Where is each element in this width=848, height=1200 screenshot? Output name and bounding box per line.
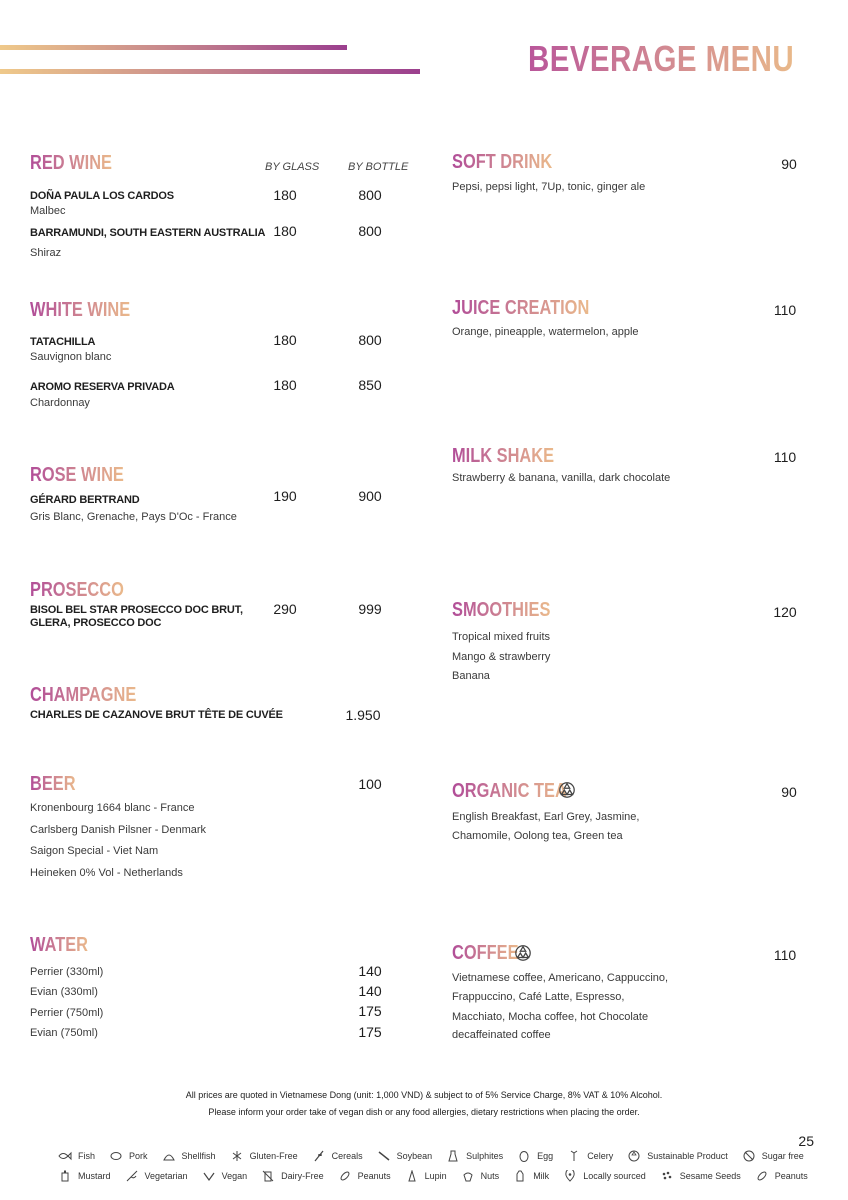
section-title-coffee: COFFEE (452, 942, 519, 964)
price-glass: 190 (273, 488, 297, 504)
price: 110 (773, 947, 797, 963)
section-title-beer: BEER (30, 773, 76, 795)
section-title-juice-creation: JUICE CREATION (452, 297, 590, 319)
price-glass: 180 (273, 377, 297, 393)
column-header-by-bottle: BY BOTTLE (348, 161, 409, 173)
section-title-smoothies: SMOOTHIES (452, 599, 551, 621)
footer-note-prices: All prices are quoted in Vietnamese Dong (unit: 1,000 VND) & subject to of 5% Service Charge, 8% VAT & 10% Alcohol. (185, 1090, 663, 1100)
price: 110 (773, 449, 797, 465)
header-gradient-bar-bottom (0, 69, 420, 74)
item-description: decaffeinated coffee (452, 1029, 551, 1041)
item-description: English Breakfast, Earl Grey, Jasmine, (452, 811, 640, 823)
mustard-icon (58, 1170, 72, 1182)
legend-item: Peanuts (755, 1170, 808, 1182)
section-title-red-wine: RED WINE (30, 152, 112, 174)
legend-item: Soybean (377, 1150, 433, 1162)
list-item: Mango & strawberry (452, 651, 551, 663)
list-item: Banana (452, 670, 490, 682)
list-item: Carlsberg Danish Pilsner - Denmark (30, 824, 207, 836)
list-item: Perrier (750ml) (30, 1007, 104, 1019)
wine-name: DOÑA PAULA LOS CARDOS (30, 190, 174, 202)
sustainable-icon (627, 1150, 641, 1162)
item-description: Frappuccino, Café Latte, Espresso, (452, 991, 625, 1003)
peanuts-icon (338, 1170, 352, 1182)
price-glass: 180 (273, 223, 297, 239)
price: 175 (358, 1003, 382, 1019)
legend-item: Sulphites (446, 1150, 503, 1162)
price: 175 (358, 1024, 382, 1040)
wine-name: AROMO RESERVA PRIVADA (30, 381, 175, 393)
item-description: Chamomile, Oolong tea, Green tea (452, 830, 623, 842)
legend-item: Vegan (202, 1170, 248, 1182)
section-title-soft-drink: SOFT DRINK (452, 151, 553, 173)
wine-variety: Sauvignon blanc (30, 351, 112, 363)
price: 110 (773, 302, 797, 318)
nuts-icon (461, 1170, 475, 1182)
list-item: Heineken 0% Vol - Netherlands (30, 867, 183, 879)
wine-name: BARRAMUNDI, SOUTH EASTERN AUSTRALIA (30, 227, 266, 239)
price-glass: 180 (273, 187, 297, 203)
gluten-free-icon (230, 1150, 244, 1162)
sugar-free-icon (742, 1150, 756, 1162)
legend-item: Pork (109, 1150, 148, 1162)
sulphites-icon (446, 1150, 460, 1162)
locally-sourced-icon (563, 1170, 577, 1182)
cereals-icon (312, 1150, 326, 1162)
price-bottle: 900 (358, 488, 382, 504)
price-glass: 290 (273, 601, 297, 617)
egg-icon (517, 1150, 531, 1162)
price-bottle: 800 (358, 332, 382, 348)
list-item: Tropical mixed fruits (452, 631, 551, 643)
milk-icon (513, 1170, 527, 1182)
item-description: Vietnamese coffee, Americano, Cappuccino, (452, 972, 669, 984)
wine-name: CHARLES DE CAZANOVE BRUT TÊTE DE CUVÉE (30, 709, 283, 721)
legend-row-1 (58, 1150, 818, 1162)
wine-name-continued: GLERA, PROSECCO DOC (30, 617, 162, 629)
list-item: Perrier (330ml) (30, 966, 104, 978)
legend-item: Locally sourced (563, 1170, 646, 1182)
item-description: Strawberry & banana, vanilla, dark chocolate (452, 472, 671, 484)
footer-note-allergies: Please inform your order take of vegan dish or any food allergies, dietary restrictions when placing the order. (208, 1107, 640, 1117)
vegan-icon (202, 1170, 216, 1182)
price-bottle: 1.950 (345, 707, 381, 723)
section-title-organic-tea: ORGANIC TEA (452, 780, 567, 802)
legend-item: Nuts (461, 1170, 500, 1182)
wine-variety: Shiraz (30, 247, 62, 259)
item-description: Macchiato, Mocha coffee, hot Chocolate (452, 1011, 649, 1023)
legend-item: Gluten-Free (230, 1150, 298, 1162)
section-title-rose-wine: ROSE WINE (30, 464, 124, 486)
price: 90 (781, 784, 797, 800)
list-item: Evian (330ml) (30, 986, 98, 998)
wine-name: BISOL BEL STAR PROSECCO DOC BRUT, (30, 604, 243, 616)
soybean-icon (377, 1150, 391, 1162)
wine-variety: Chardonnay (30, 397, 90, 409)
vegetarian-icon (125, 1170, 139, 1182)
price-glass: 180 (273, 332, 297, 348)
item-description: Orange, pineapple, watermelon, apple (452, 326, 639, 338)
legend-item: Peanuts (338, 1170, 391, 1182)
price: 120 (773, 604, 797, 620)
price: 140 (358, 983, 382, 999)
column-header-by-glass: BY GLASS (265, 161, 320, 173)
legend-row-2 (58, 1170, 822, 1182)
price: 90 (781, 156, 797, 172)
legend-item: Sesame Seeds (660, 1170, 741, 1182)
legend-item: Egg (517, 1150, 553, 1162)
list-item: Saigon Special - Viet Nam (30, 845, 159, 857)
legend-item: Fish (58, 1150, 95, 1162)
wine-variety: Gris Blanc, Grenache, Pays D'Oc - France (30, 511, 237, 523)
legend-item: Sustainable Product (627, 1150, 728, 1162)
sustainable-icon (558, 781, 576, 799)
legend-item: Sugar free (742, 1150, 804, 1162)
wine-name: TATACHILLA (30, 336, 96, 348)
legend-item: Dairy-Free (261, 1170, 324, 1182)
shellfish-icon (162, 1150, 176, 1162)
price: 140 (358, 963, 382, 979)
pork-icon (109, 1150, 123, 1162)
legend-item: Celery (567, 1150, 613, 1162)
item-description: Pepsi, pepsi light, 7Up, tonic, ginger ale (452, 181, 646, 193)
legend-item: Shellfish (162, 1150, 216, 1162)
legend-item: Cereals (312, 1150, 363, 1162)
section-title-champagne: CHAMPAGNE (30, 684, 137, 706)
section-title-milk-shake: MILK SHAKE (452, 445, 555, 467)
legend-item: Lupin (405, 1170, 447, 1182)
lupin-icon (405, 1170, 419, 1182)
price-bottle: 800 (358, 187, 382, 203)
legend-item: Milk (513, 1170, 549, 1182)
price-beer: 100 (358, 776, 382, 792)
price-bottle: 800 (358, 223, 382, 239)
page-title: BEVERAGE MENU (528, 38, 795, 79)
sustainable-icon (514, 944, 532, 962)
celery-icon (567, 1150, 581, 1162)
list-item: Evian (750ml) (30, 1027, 98, 1039)
dairy-free-icon (261, 1170, 275, 1182)
peanuts-icon (755, 1170, 769, 1182)
legend-item: Mustard (58, 1170, 111, 1182)
section-title-water: WATER (30, 934, 89, 956)
section-title-white-wine: WHITE WINE (30, 299, 131, 321)
fish-icon (58, 1150, 72, 1162)
page-number: 25 (798, 1133, 814, 1149)
wine-name: GÉRARD BERTRAND (30, 494, 140, 506)
legend-item: Vegetarian (125, 1170, 188, 1182)
sesame-seeds-icon (660, 1170, 674, 1182)
section-title-prosecco: PROSECCO (30, 579, 124, 601)
price-bottle: 999 (358, 601, 382, 617)
header-gradient-bar-top (0, 45, 347, 50)
list-item: Kronenbourg 1664 blanc - France (30, 802, 195, 814)
wine-variety: Malbec (30, 205, 66, 217)
price-bottle: 850 (358, 377, 382, 393)
